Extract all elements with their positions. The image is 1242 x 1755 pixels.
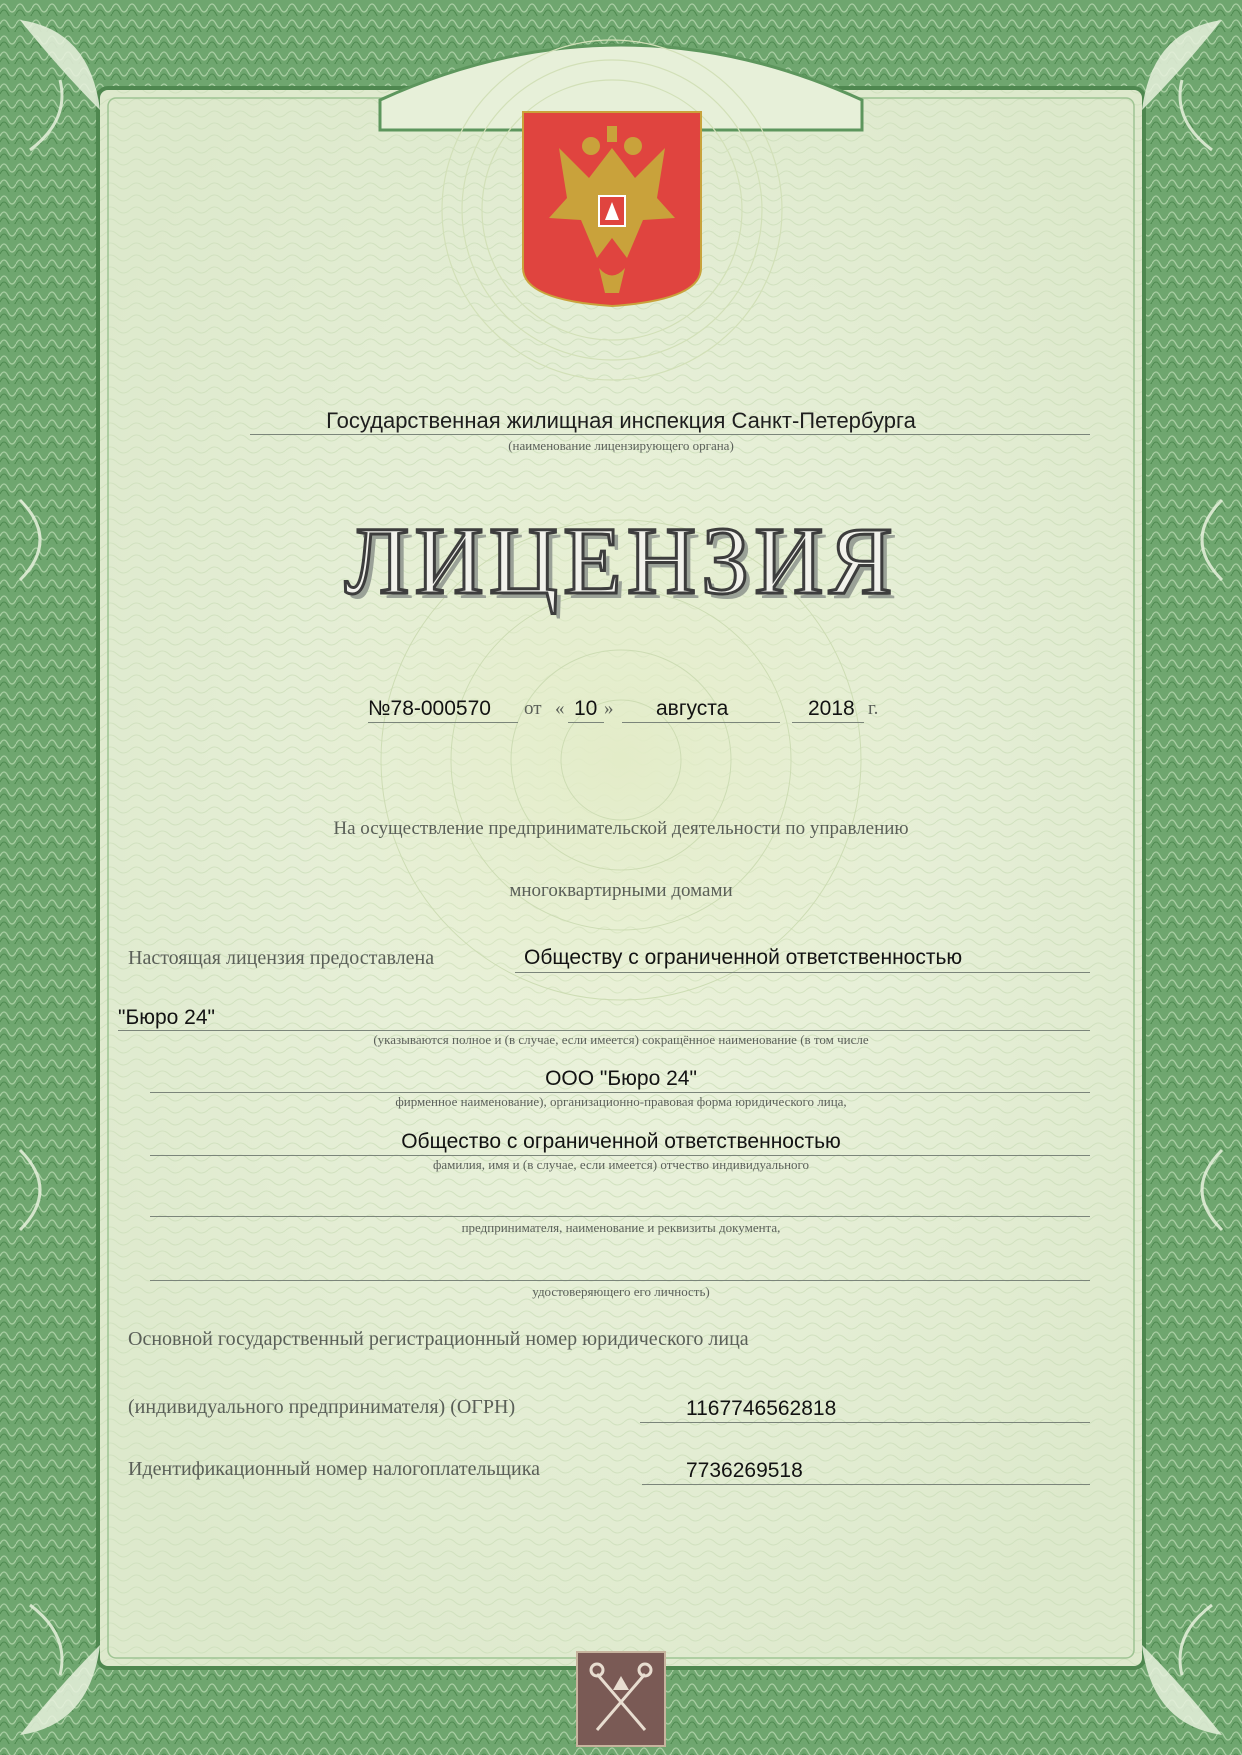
- grantee-caption3: фамилия, имя и (в случае, если имеется) отчество индивидуального: [432, 1157, 810, 1172]
- day-underline: [568, 722, 604, 723]
- activity-line2: многоквартирными домами: [509, 880, 733, 901]
- ogrn-underline: [640, 1422, 1090, 1423]
- grantee-legal-form: Общество с ограниченной ответственностью: [401, 1130, 841, 1153]
- license-month: августа: [656, 697, 729, 720]
- activity-line1: На осуществление предпринимательской деятельности по управлению: [333, 818, 909, 839]
- issuer-name: Государственная жилищная инспекция Санкт-Петербурга: [326, 408, 916, 433]
- grantee-caption2: фирменное наименование), организационно-правовая форма юридического лица,: [395, 1094, 847, 1109]
- quote-close: »: [604, 698, 614, 719]
- inn-label: Идентификационный номер налогоплательщика: [128, 1458, 541, 1480]
- license-day: 10: [574, 697, 598, 720]
- grantee-caption4: предпринимателя, наименование и реквизиты документа,: [461, 1220, 781, 1235]
- ogrn-label-line2: (индивидуального предпринимателя) (ОГРН): [128, 1396, 516, 1418]
- grantee-name-line2: "Бюро 24": [118, 1006, 215, 1029]
- license-year: 2018: [808, 697, 855, 720]
- city-emblem-seal: [575, 1650, 667, 1748]
- issuer-caption: (наименование лицензирующего органа): [508, 438, 734, 453]
- license-number: №78-000570: [368, 697, 491, 720]
- number-underline: [368, 722, 518, 723]
- grantee-caption5: удостоверяющего его личность): [532, 1284, 710, 1299]
- grantee-caption1: (указываются полное и (в случае, если имеется) сокращённое наименование (в том числе: [373, 1032, 869, 1047]
- from-label: от: [524, 698, 542, 719]
- month-underline: [622, 722, 780, 723]
- grantee-line2-underline: [118, 1030, 1090, 1031]
- short-name-underline: [150, 1092, 1090, 1093]
- inn-underline: [642, 1484, 1090, 1485]
- ogrn-label-line1: Основной государственный регистрационный номер юридического лица: [128, 1328, 749, 1350]
- year-underline: [792, 722, 864, 723]
- year-suffix: г.: [868, 698, 879, 719]
- grantee-line1-underline: [515, 972, 1090, 973]
- document-title: ЛИЦЕНЗИЯ: [344, 507, 898, 614]
- issuer-underline: [250, 434, 1090, 435]
- blank-line-1: [150, 1216, 1090, 1217]
- legal-form-underline: [150, 1155, 1090, 1156]
- grantee-label: Настоящая лицензия предоставлена: [128, 947, 435, 969]
- blank-line-2: [150, 1280, 1090, 1281]
- grantee-short-name: ООО "Бюро 24": [545, 1067, 697, 1090]
- inn-value: 7736269518: [686, 1459, 803, 1482]
- ogrn-value: 1167746562818: [686, 1397, 837, 1420]
- quote-open: «: [555, 698, 565, 719]
- grantee-name-line1: Обществу с ограниченной ответственностью: [524, 946, 963, 969]
- coat-of-arms-emblem: [519, 108, 705, 308]
